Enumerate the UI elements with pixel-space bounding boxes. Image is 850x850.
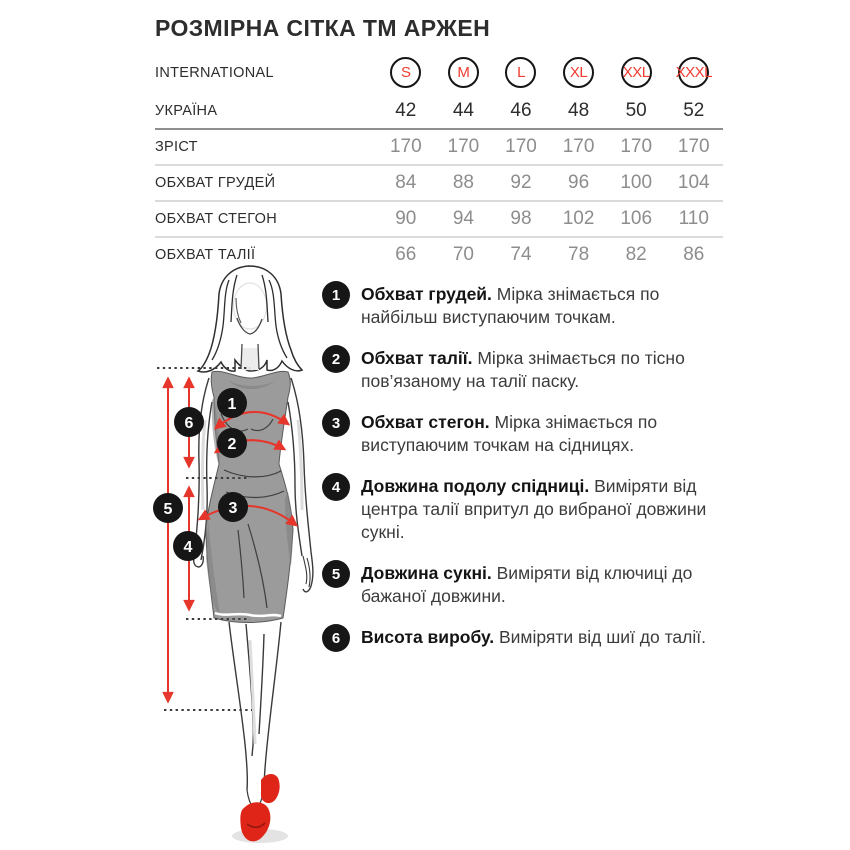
instruction-text <box>361 347 717 393</box>
figure-marker-label: 5 <box>163 501 173 518</box>
figure-marker-1 <box>217 388 247 418</box>
step-badge: 6 <box>322 624 350 652</box>
row-value: 170 <box>620 136 653 157</box>
figure-marker-label: 6 <box>184 415 194 432</box>
instruction-desc: Виміряти від центра талії впритул до вибраної довжини сукні. <box>361 476 707 542</box>
size-letter: S <box>401 64 411 81</box>
row-value: 110 <box>678 208 709 229</box>
size-cell <box>550 57 608 88</box>
international-label: INTERNATIONAL <box>155 64 274 81</box>
instruction-text <box>361 626 717 652</box>
ukraine-size-value: 44 <box>452 99 474 121</box>
ukraine-size-value: 48 <box>568 99 590 121</box>
measurement-rows <box>155 128 723 272</box>
size-letter: M <box>457 64 470 81</box>
instruction-text <box>361 475 717 544</box>
figure-marker-label: 1 <box>227 396 237 413</box>
instruction-desc: Виміряти від ключиці до бажаної довжини. <box>361 563 693 606</box>
instruction-text <box>361 411 717 457</box>
row-label: ОБХВАТ ТАЛІЇ <box>155 247 256 263</box>
size-circle-xxxl <box>675 57 712 88</box>
size-letter: XXXL <box>675 64 712 81</box>
row-label: ОБХВАТ ГРУДЕЙ <box>155 175 276 191</box>
row-value: 66 <box>395 244 417 265</box>
row-value: 170 <box>389 136 422 157</box>
table-row-chest <box>155 164 723 200</box>
step-badge: 4 <box>322 473 350 501</box>
size-circle-l <box>505 57 536 88</box>
size-circle-s <box>390 57 421 88</box>
row-value: 170 <box>447 136 480 157</box>
row-value: 74 <box>510 244 532 265</box>
table-row-international <box>155 52 723 93</box>
figure-marker-6 <box>174 407 204 437</box>
table-row-hips <box>155 200 723 236</box>
instruction-desc: Виміряти від шиї до талії. <box>498 627 706 647</box>
instruction-desc: Мірка знімається по виступаючим точкам на сідницях. <box>361 412 658 455</box>
row-value: 78 <box>568 244 590 265</box>
table-row-ukraine <box>155 93 723 128</box>
row-label: ОБХВАТ СТЕГОН <box>155 211 277 227</box>
figure-marker-label: 4 <box>183 539 193 556</box>
size-circle-xxl <box>621 57 652 88</box>
row-value: 96 <box>568 172 590 193</box>
row-label: ЗРІСТ <box>155 139 198 155</box>
figure-marker-label: 3 <box>228 500 238 517</box>
row-value: 82 <box>625 244 647 265</box>
woman-illustration <box>130 260 340 850</box>
step-badge: 5 <box>322 560 350 588</box>
instruction-term: Обхват грудей. <box>361 284 492 304</box>
row-value: 170 <box>677 136 710 157</box>
row-value: 170 <box>562 136 595 157</box>
instruction-term: Обхват стегон. <box>361 412 490 432</box>
step-badge: 2 <box>322 345 350 373</box>
size-letter: L <box>517 64 525 81</box>
instruction-item-5 <box>322 562 740 608</box>
row-value: 170 <box>505 136 537 157</box>
step-badge: 1 <box>322 281 350 309</box>
size-letter: XL <box>569 64 588 81</box>
size-circle-xl <box>563 57 594 88</box>
instruction-term: Обхват талії. <box>361 348 473 368</box>
row-value: 88 <box>452 172 474 193</box>
ukraine-size-value: 52 <box>683 99 705 121</box>
size-table <box>155 52 723 272</box>
instruction-text <box>361 283 717 329</box>
row-value: 92 <box>510 172 532 193</box>
instruction-item-2 <box>322 347 740 393</box>
instruction-item-3 <box>322 411 740 457</box>
size-cell <box>435 57 493 88</box>
size-cell <box>492 57 550 88</box>
instruction-item-1 <box>322 283 740 329</box>
row-value: 70 <box>452 244 474 265</box>
heel-shoe <box>261 774 280 803</box>
neck <box>241 348 259 370</box>
page-title: РОЗМІРНА СІТКА ТМ АРЖЕН <box>155 15 491 41</box>
instruction-desc: Мірка знімається по найбільш виступаючим точкам. <box>361 284 660 327</box>
figure-marker-4 <box>173 531 203 561</box>
measurement-figure <box>130 260 340 850</box>
instruction-term: Довжина подолу спідниці. <box>361 476 590 496</box>
row-value: 86 <box>683 244 705 265</box>
instruction-term: Довжина сукні. <box>361 563 492 583</box>
row-value: 90 <box>395 208 417 229</box>
figure-marker-3 <box>218 492 248 522</box>
size-letter: XXL <box>622 64 650 81</box>
figure-marker-label: 2 <box>227 436 237 453</box>
ukraine-size-value: 46 <box>510 99 532 121</box>
size-cell <box>377 57 435 88</box>
instruction-text <box>361 562 717 608</box>
figure-marker-5 <box>153 493 183 523</box>
ukraine-size-value: 42 <box>395 99 417 121</box>
instruction-desc: Мірка знімається по тісно пов’язаному на талії паску. <box>361 348 685 391</box>
row-value: 106 <box>620 208 653 229</box>
row-value: 104 <box>677 172 710 193</box>
ukraine-label: УКРАЇНА <box>155 102 218 119</box>
size-cell <box>607 57 665 88</box>
row-value: 84 <box>395 172 417 193</box>
row-value: 94 <box>452 208 474 229</box>
row-value: 98 <box>510 208 532 229</box>
instruction-item-4 <box>322 475 740 544</box>
size-cell <box>665 57 723 88</box>
instruction-item-6 <box>322 626 740 652</box>
figure-marker-2 <box>217 428 247 458</box>
row-value: 100 <box>620 172 653 193</box>
table-row-height <box>155 130 723 164</box>
ukraine-size-value: 50 <box>625 99 647 121</box>
instructions-list <box>322 283 740 652</box>
step-badge: 3 <box>322 409 350 437</box>
size-circle-m <box>448 57 479 88</box>
instruction-term: Висота виробу. <box>361 627 495 647</box>
row-value: 102 <box>562 208 595 229</box>
